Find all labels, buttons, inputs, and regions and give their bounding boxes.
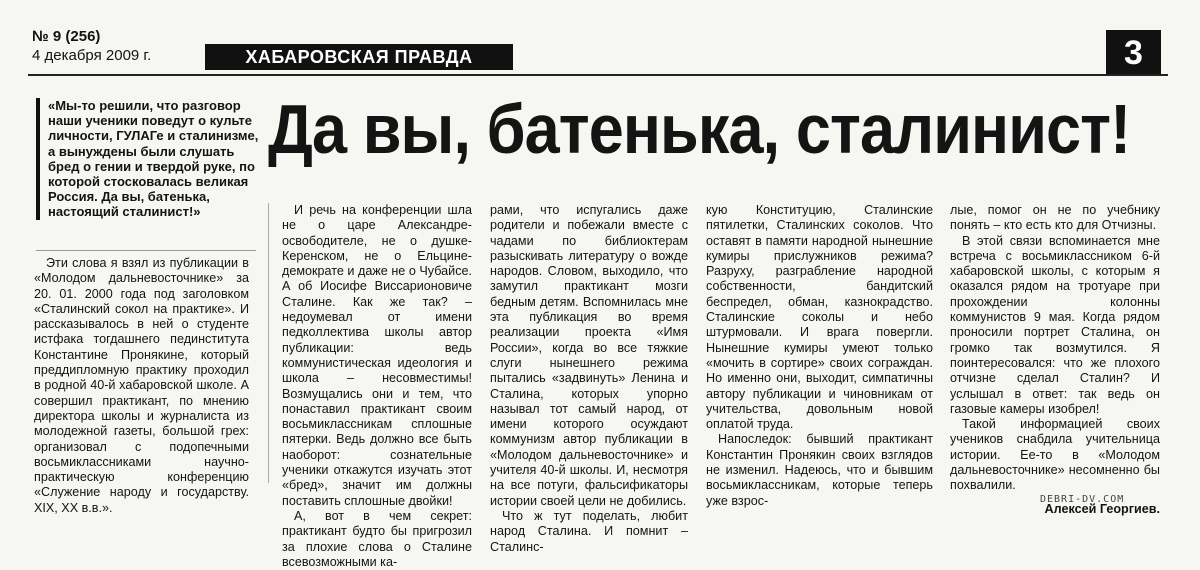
- paragraph: В этой связи вспоминается мне встреча с восьмиклассником 6-й хабаровской школы, с которым я оказался рядом на тротуаре при прохождении колонны коммунистов 9 мая. Когда рядом проносили портрет Сталина, он громко так возмутился. Я поинтересовался: что же плохого отчизне сделал Сталин? И услышал в ответ: так ведь он газовые камеры изобрел!: [950, 233, 1160, 416]
- article-headline: Да вы, батенька, сталинист!: [268, 90, 1131, 168]
- site-watermark: DEBRI-DV.COM: [1040, 494, 1125, 505]
- article-lead-quote: «Мы-то решили, что разговор наши ученики поведут о культе личности, ГУЛАГе и сталинизме, а вынуждены были слушать бред о гении и твердой руке, по которой стосковалась великая Россия. Да вы, батенька, настоящий сталинист!»: [36, 98, 260, 220]
- paragraph: Эти слова я взял из публикации в «Молодом дальневосточнике» за 20. 01. 2000 года под заголовком «Сталинский сокол на практике». И рассказывалось в ней о студенте истфака тогдашнего пединститута Константине Пронякине, который преддипломную практику проходил в родной 40-й хабаровской школе. А совершил практикант, по мнению директора школы и журналиста из молодежной газеты, большой грех: организовал с подопечными восьмиклассниками научно-практическую конференцию «Служение народу и государству. XIX, XX в.в.».: [34, 256, 249, 515]
- paragraph: Что ж тут поделать, любит народ Сталина. И помнит – Сталинс-: [490, 508, 688, 554]
- paragraph: Такой информацией своих учеников снабдила учительница истории. Ее-то в «Молодом дальневосточнике» несомненно бы похвалили.: [950, 417, 1160, 493]
- paragraph: кую Конституцию, Сталинские пятилетки, Сталинских соколов. Что оставят в памяти народной нынешние кумиры прислужников режима? Разруху, разграбление народной собственности, бандитский беспредел, обман, казнокрадство. Сталинские соколы и небо штурмовали. И врага повергли. Нынешние кумиры умеют только «мочить в сортире» своих сограждан. Но именно они, выходит, симпатичны автору публикации и чиновникам от учительства, довольным новой оплатой труда.: [706, 203, 933, 432]
- article-column-2: [282, 203, 472, 570]
- article-column-3: [490, 203, 688, 555]
- issue-date: 4 декабря 2009 г.: [32, 47, 152, 64]
- article-column-4: [706, 203, 933, 509]
- newspaper-masthead: ХАБАРОВСКАЯ ПРАВДА: [205, 44, 513, 70]
- article-author: Алексей Георгиев.: [1044, 501, 1160, 516]
- paragraph: рами, что испугались даже родители и побежали вместе с чадами по библиоктерам разыскивать литературу о вожде народов. Словом, выходило, что замутил практикант мозги бедным детям. Вспомнилась мне эта публикация во время реализации проекта «Имя России», когда во все тяжкие слуги нынешнего режима пытались «задвинуть» Ленина и Сталина, которых упорно называл тот самый народ, от имени которого осуждают коммунизм автор публикации в «Молодом дальневосточнике» и учителя 40-й школы. И, несмотря на все потуги, фальсификаторы истории своей цели не добились.: [490, 203, 688, 508]
- issue-number: [32, 28, 100, 45]
- issue-circled-number: (256): [65, 28, 101, 45]
- issue-label: № 9: [32, 28, 62, 45]
- column-divider: [268, 203, 269, 483]
- article-column-5: [950, 203, 1160, 517]
- lead-separator: [36, 250, 256, 251]
- header-rule: [28, 74, 1168, 76]
- paragraph: И речь на конференции шла не о царе Александре-освободителе, не о душке-Керенском, не о Ельцине-демократе и даже не о Чубайсе. А об Иосифе Виссарионовиче Сталине. Как же так? – недоумевал от имени педколлектива школы автор публикации: ведь коммунистическая идеология и школа – несовместимы! Возмущались они и тем, что понаставил практикант своим восьмиклассникам сплошные пятерки. Ведь должно все быть наоборот: сознательные ученики откажутся изучать этот «бред», значит им должны поставить сплошные двойки!: [282, 203, 472, 508]
- page-number: 3: [1106, 30, 1161, 76]
- paragraph: А, вот в чем секрет: практикант будто бы пригрозил за плохие слова о Сталине всевозможными ка-: [282, 508, 472, 569]
- article-column-1: [34, 256, 249, 516]
- paragraph: лые, помог он не по учебнику понять – кто есть кто для Отчизны.: [950, 203, 1160, 233]
- paragraph: Напоследок: бывший практикант Константин Пронякин своих взглядов не изменил. Надеюсь, что и бывшим восьмиклассникам, которые теперь уже взрос-: [706, 432, 933, 508]
